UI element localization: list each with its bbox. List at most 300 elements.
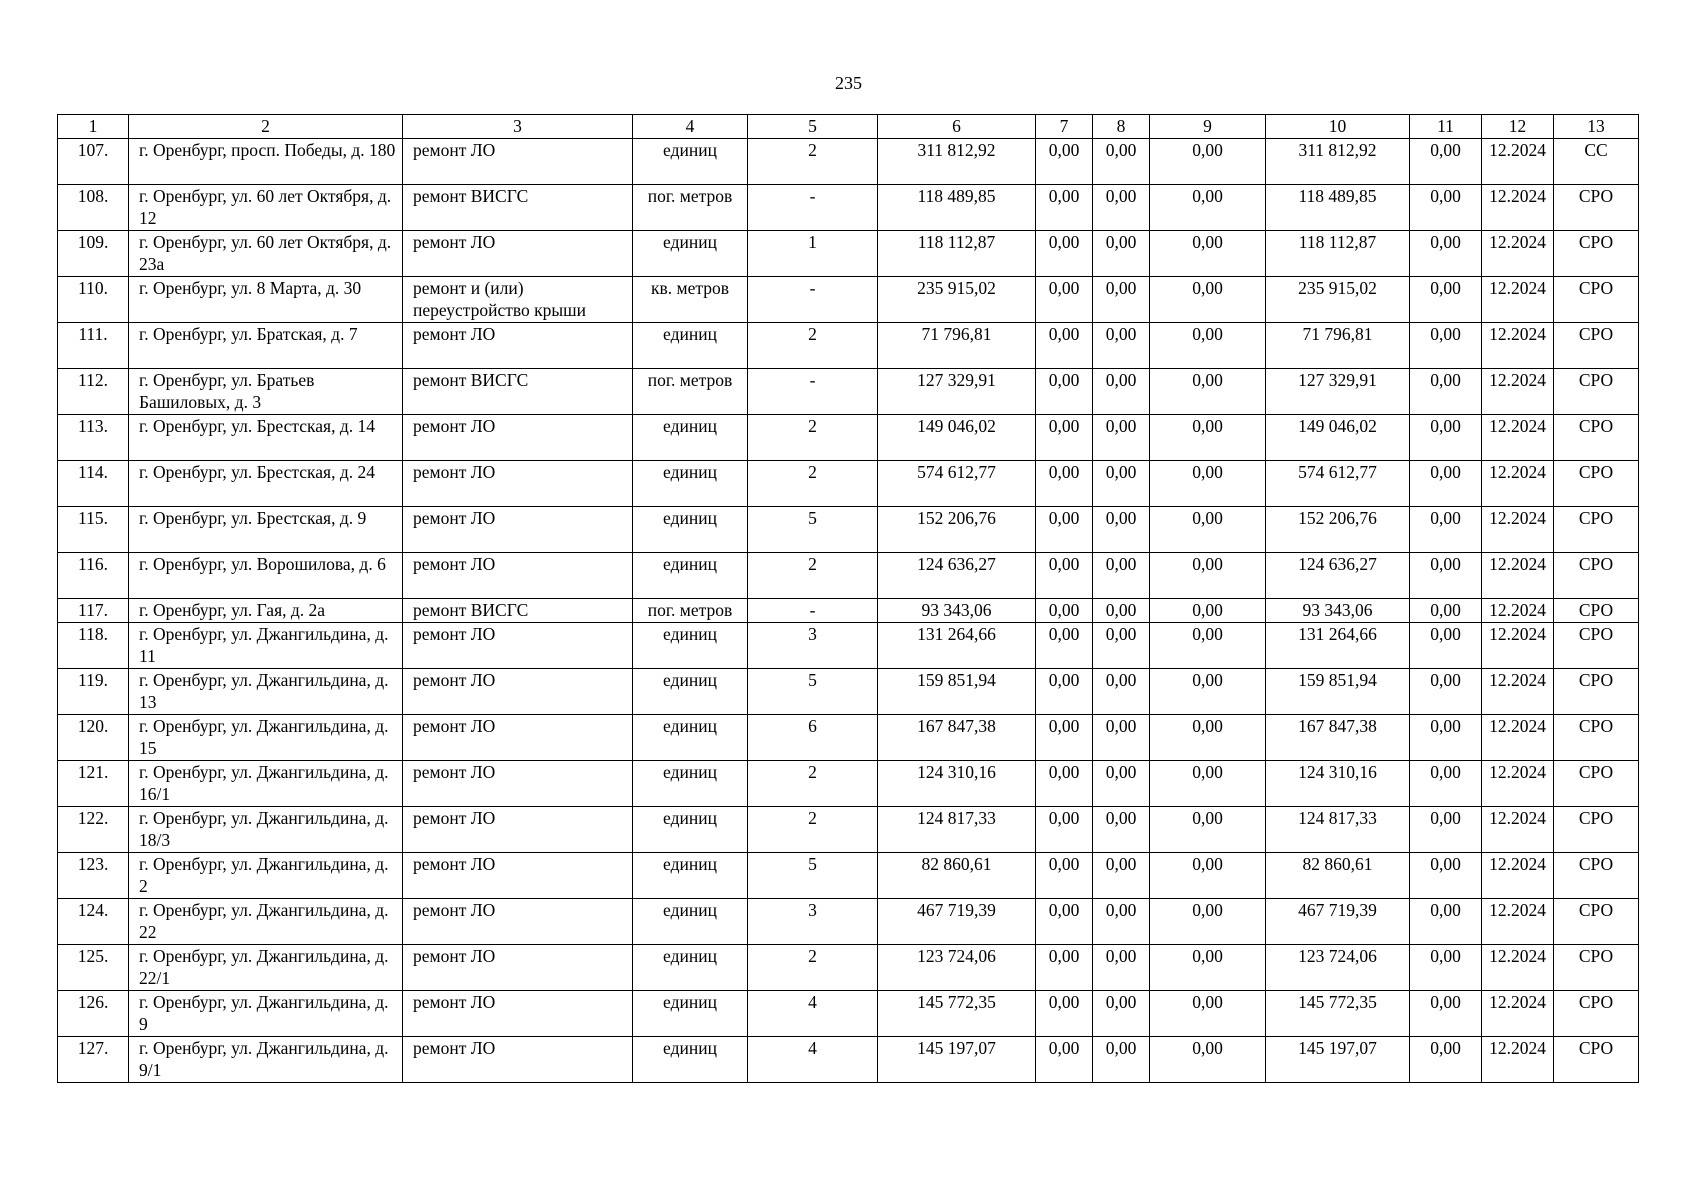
fund-cell: 0,00 [1036,669,1093,715]
fund-cell: 0,00 [1410,761,1482,807]
method-cell: СРО [1554,277,1639,323]
fund-cell: 0,00 [1410,185,1482,231]
unit-cell: единиц [633,807,748,853]
deadline-cell: 12.2024 [1482,461,1554,507]
fund-cell: 0,00 [1093,507,1150,553]
quantity-cell: 1 [748,231,878,277]
method-cell: СРО [1554,807,1639,853]
deadline-cell: 12.2024 [1482,507,1554,553]
unit-cell: единиц [633,507,748,553]
total-cost-cell: 574 612,77 [878,461,1036,507]
address-cell: г. Оренбург, ул. Джангильдина, д. 22 [129,899,403,945]
method-cell: СРО [1554,507,1639,553]
table-row [58,715,1639,761]
quantity-cell: 2 [748,807,878,853]
method-cell: СРО [1554,599,1639,623]
owner-funds-cell: 235 915,02 [1266,277,1410,323]
fund-cell: 0,00 [1036,853,1093,899]
fund-cell: 0,00 [1036,231,1093,277]
total-cost-cell: 159 851,94 [878,669,1036,715]
work-type-cell: ремонт ЛО [403,231,633,277]
fund-cell: 0,00 [1036,1037,1093,1083]
unit-cell: единиц [633,899,748,945]
quantity-cell: 5 [748,853,878,899]
table-body [58,115,1639,1083]
total-cost-cell: 145 197,07 [878,1037,1036,1083]
unit-cell: единиц [633,991,748,1037]
address-cell: г. Оренбург, ул. Джангильдина, д. 9/1 [129,1037,403,1083]
fund-cell: 0,00 [1093,139,1150,185]
quantity-cell: 6 [748,715,878,761]
fund-cell: 0,00 [1093,669,1150,715]
fund-cell: 0,00 [1093,853,1150,899]
total-cost-cell: 118 112,87 [878,231,1036,277]
owner-funds-cell: 82 860,61 [1266,853,1410,899]
owner-funds-cell: 152 206,76 [1266,507,1410,553]
unit-cell: единиц [633,231,748,277]
fund-cell: 0,00 [1093,899,1150,945]
address-cell: г. Оренбург, ул. Брестская, д. 14 [129,415,403,461]
fund-cell: 0,00 [1036,369,1093,415]
fund-cell: 0,00 [1410,139,1482,185]
deadline-cell: 12.2024 [1482,231,1554,277]
fund-cell: 0,00 [1036,945,1093,991]
work-type-cell: ремонт ЛО [403,553,633,599]
work-type-cell: ремонт ЛО [403,853,633,899]
address-cell: г. Оренбург, ул. 60 лет Октября, д. 23а [129,231,403,277]
deadline-cell: 12.2024 [1482,185,1554,231]
total-cost-cell: 93 343,06 [878,599,1036,623]
total-cost-cell: 82 860,61 [878,853,1036,899]
total-cost-cell: 131 264,66 [878,623,1036,669]
unit-cell: единиц [633,553,748,599]
fund-cell: 0,00 [1410,507,1482,553]
fund-cell: 0,00 [1093,945,1150,991]
unit-cell: пог. метров [633,185,748,231]
fund-cell: 0,00 [1150,899,1266,945]
work-type-cell: ремонт ЛО [403,715,633,761]
fund-cell: 0,00 [1150,507,1266,553]
fund-cell: 0,00 [1410,323,1482,369]
address-cell: г. Оренбург, ул. Джангильдина, д. 16/1 [129,761,403,807]
fund-cell: 0,00 [1410,807,1482,853]
fund-cell: 0,00 [1036,139,1093,185]
fund-cell: 0,00 [1150,599,1266,623]
deadline-cell: 12.2024 [1482,991,1554,1037]
fund-cell: 0,00 [1093,185,1150,231]
row-number-cell: 124. [58,899,129,945]
fund-cell: 0,00 [1150,715,1266,761]
deadline-cell: 12.2024 [1482,323,1554,369]
row-number-cell: 126. [58,991,129,1037]
fund-cell: 0,00 [1410,623,1482,669]
table-row [58,1037,1639,1083]
row-number-cell: 111. [58,323,129,369]
unit-cell: единиц [633,945,748,991]
quantity-cell: 5 [748,507,878,553]
owner-funds-cell: 124 636,27 [1266,553,1410,599]
address-cell: г. Оренбург, ул. Ворошилова, д. 6 [129,553,403,599]
table-row [58,807,1639,853]
fund-cell: 0,00 [1036,761,1093,807]
work-type-cell: ремонт ВИСГС [403,599,633,623]
fund-cell: 0,00 [1150,991,1266,1037]
fund-cell: 0,00 [1093,369,1150,415]
method-cell: СРО [1554,415,1639,461]
deadline-cell: 12.2024 [1482,761,1554,807]
unit-cell: единиц [633,623,748,669]
row-number-cell: 108. [58,185,129,231]
deadline-cell: 12.2024 [1482,599,1554,623]
fund-cell: 0,00 [1150,369,1266,415]
method-cell: СРО [1554,991,1639,1037]
header-cell: 9 [1150,115,1266,139]
fund-cell: 0,00 [1036,461,1093,507]
table-row [58,461,1639,507]
owner-funds-cell: 167 847,38 [1266,715,1410,761]
header-row [58,115,1639,139]
fund-cell: 0,00 [1150,623,1266,669]
fund-cell: 0,00 [1036,991,1093,1037]
work-type-cell: ремонт ЛО [403,807,633,853]
total-cost-cell: 311 812,92 [878,139,1036,185]
deadline-cell: 12.2024 [1482,139,1554,185]
table-row [58,945,1639,991]
total-cost-cell: 167 847,38 [878,715,1036,761]
row-number-cell: 109. [58,231,129,277]
address-cell: г. Оренбург, ул. 60 лет Октября, д. 12 [129,185,403,231]
fund-cell: 0,00 [1093,991,1150,1037]
deadline-cell: 12.2024 [1482,807,1554,853]
owner-funds-cell: 467 719,39 [1266,899,1410,945]
fund-cell: 0,00 [1150,853,1266,899]
row-number-cell: 120. [58,715,129,761]
fund-cell: 0,00 [1036,415,1093,461]
total-cost-cell: 118 489,85 [878,185,1036,231]
fund-cell: 0,00 [1150,807,1266,853]
quantity-cell: 2 [748,415,878,461]
method-cell: СРО [1554,323,1639,369]
fund-cell: 0,00 [1150,461,1266,507]
fund-cell: 0,00 [1093,623,1150,669]
row-number-cell: 116. [58,553,129,599]
unit-cell: единиц [633,139,748,185]
header-cell: 6 [878,115,1036,139]
total-cost-cell: 127 329,91 [878,369,1036,415]
fund-cell: 0,00 [1150,761,1266,807]
owner-funds-cell: 149 046,02 [1266,415,1410,461]
address-cell: г. Оренбург, ул. Джангильдина, д. 15 [129,715,403,761]
unit-cell: единиц [633,415,748,461]
total-cost-cell: 123 724,06 [878,945,1036,991]
table-row [58,369,1639,415]
method-cell: СРО [1554,623,1639,669]
fund-cell: 0,00 [1150,231,1266,277]
quantity-cell: 3 [748,899,878,945]
owner-funds-cell: 124 817,33 [1266,807,1410,853]
unit-cell: единиц [633,1037,748,1083]
quantity-cell: 2 [748,761,878,807]
fund-cell: 0,00 [1410,599,1482,623]
row-number-cell: 117. [58,599,129,623]
header-cell: 5 [748,115,878,139]
fund-cell: 0,00 [1410,715,1482,761]
work-type-cell: ремонт ЛО [403,323,633,369]
fund-cell: 0,00 [1150,185,1266,231]
address-cell: г. Оренбург, ул. Братьев Башиловых, д. 3 [129,369,403,415]
quantity-cell: 5 [748,669,878,715]
work-type-cell: ремонт ЛО [403,415,633,461]
fund-cell: 0,00 [1093,323,1150,369]
deadline-cell: 12.2024 [1482,899,1554,945]
owner-funds-cell: 127 329,91 [1266,369,1410,415]
quantity-cell: - [748,277,878,323]
total-cost-cell: 152 206,76 [878,507,1036,553]
unit-cell: пог. метров [633,369,748,415]
address-cell: г. Оренбург, ул. Брестская, д. 9 [129,507,403,553]
fund-cell: 0,00 [1150,553,1266,599]
table-row [58,139,1639,185]
unit-cell: единиц [633,323,748,369]
fund-cell: 0,00 [1036,807,1093,853]
deadline-cell: 12.2024 [1482,715,1554,761]
owner-funds-cell: 71 796,81 [1266,323,1410,369]
address-cell: г. Оренбург, ул. Братская, д. 7 [129,323,403,369]
header-cell: 4 [633,115,748,139]
deadline-cell: 12.2024 [1482,669,1554,715]
table-row [58,669,1639,715]
method-cell: СРО [1554,1037,1639,1083]
table-row [58,899,1639,945]
address-cell: г. Оренбург, ул. 8 Марта, д. 30 [129,277,403,323]
fund-cell: 0,00 [1410,369,1482,415]
deadline-cell: 12.2024 [1482,945,1554,991]
fund-cell: 0,00 [1150,415,1266,461]
address-cell: г. Оренбург, ул. Джангильдина, д. 9 [129,991,403,1037]
address-cell: г. Оренбург, ул. Джангильдина, д. 22/1 [129,945,403,991]
fund-cell: 0,00 [1410,945,1482,991]
deadline-cell: 12.2024 [1482,623,1554,669]
table-row [58,853,1639,899]
owner-funds-cell: 131 264,66 [1266,623,1410,669]
work-type-cell: ремонт ЛО [403,945,633,991]
fund-cell: 0,00 [1150,1037,1266,1083]
fund-cell: 0,00 [1093,761,1150,807]
table-row [58,185,1639,231]
fund-cell: 0,00 [1036,277,1093,323]
total-cost-cell: 124 310,16 [878,761,1036,807]
fund-cell: 0,00 [1093,461,1150,507]
address-cell: г. Оренбург, ул. Джангильдина, д. 18/3 [129,807,403,853]
address-cell: г. Оренбург, ул. Джангильдина, д. 13 [129,669,403,715]
fund-cell: 0,00 [1093,231,1150,277]
quantity-cell: - [748,599,878,623]
fund-cell: 0,00 [1093,807,1150,853]
fund-cell: 0,00 [1150,323,1266,369]
header-cell: 7 [1036,115,1093,139]
quantity-cell: 2 [748,139,878,185]
row-number-cell: 107. [58,139,129,185]
method-cell: СРО [1554,761,1639,807]
fund-cell: 0,00 [1410,899,1482,945]
method-cell: СРО [1554,369,1639,415]
repair-plan-table [57,114,1639,1083]
total-cost-cell: 71 796,81 [878,323,1036,369]
owner-funds-cell: 123 724,06 [1266,945,1410,991]
header-cell: 10 [1266,115,1410,139]
total-cost-cell: 467 719,39 [878,899,1036,945]
fund-cell: 0,00 [1410,669,1482,715]
fund-cell: 0,00 [1410,853,1482,899]
row-number-cell: 121. [58,761,129,807]
page-number: 235 [835,73,862,93]
table-row [58,507,1639,553]
row-number-cell: 122. [58,807,129,853]
row-number-cell: 127. [58,1037,129,1083]
address-cell: г. Оренбург, ул. Брестская, д. 24 [129,461,403,507]
fund-cell: 0,00 [1036,323,1093,369]
fund-cell: 0,00 [1093,1037,1150,1083]
header-cell: 3 [403,115,633,139]
quantity-cell: 4 [748,1037,878,1083]
method-cell: СРО [1554,185,1639,231]
deadline-cell: 12.2024 [1482,369,1554,415]
address-cell: г. Оренбург, ул. Джангильдина, д. 2 [129,853,403,899]
method-cell: СРО [1554,715,1639,761]
fund-cell: 0,00 [1410,461,1482,507]
address-cell: г. Оренбург, ул. Джангильдина, д. 11 [129,623,403,669]
address-cell: г. Оренбург, просп. Победы, д. 180 [129,139,403,185]
row-number-cell: 118. [58,623,129,669]
header-cell: 8 [1093,115,1150,139]
fund-cell: 0,00 [1036,185,1093,231]
unit-cell: единиц [633,715,748,761]
table-row [58,553,1639,599]
work-type-cell: ремонт ЛО [403,991,633,1037]
work-type-cell: ремонт ЛО [403,761,633,807]
fund-cell: 0,00 [1036,715,1093,761]
method-cell: СРО [1554,945,1639,991]
fund-cell: 0,00 [1410,231,1482,277]
unit-cell: единиц [633,669,748,715]
unit-cell: кв. метров [633,277,748,323]
owner-funds-cell: 159 851,94 [1266,669,1410,715]
deadline-cell: 12.2024 [1482,853,1554,899]
table-row [58,323,1639,369]
quantity-cell: 3 [748,623,878,669]
fund-cell: 0,00 [1410,277,1482,323]
fund-cell: 0,00 [1410,991,1482,1037]
fund-cell: 0,00 [1410,1037,1482,1083]
owner-funds-cell: 311 812,92 [1266,139,1410,185]
unit-cell: единиц [633,853,748,899]
work-type-cell: ремонт ЛО [403,139,633,185]
quantity-cell: 4 [748,991,878,1037]
row-number-cell: 112. [58,369,129,415]
deadline-cell: 12.2024 [1482,277,1554,323]
table-row [58,991,1639,1037]
fund-cell: 0,00 [1410,553,1482,599]
header-cell: 2 [129,115,403,139]
row-number-cell: 114. [58,461,129,507]
row-number-cell: 110. [58,277,129,323]
header-cell: 13 [1554,115,1639,139]
owner-funds-cell: 124 310,16 [1266,761,1410,807]
fund-cell: 0,00 [1150,945,1266,991]
total-cost-cell: 124 636,27 [878,553,1036,599]
unit-cell: пог. метров [633,599,748,623]
table-row [58,599,1639,623]
work-type-cell: ремонт ЛО [403,899,633,945]
work-type-cell: ремонт ВИСГС [403,369,633,415]
fund-cell: 0,00 [1150,139,1266,185]
fund-cell: 0,00 [1093,715,1150,761]
work-type-cell: ремонт ЛО [403,669,633,715]
work-type-cell: ремонт ЛО [403,507,633,553]
total-cost-cell: 124 817,33 [878,807,1036,853]
row-number-cell: 115. [58,507,129,553]
work-type-cell: ремонт ЛО [403,461,633,507]
quantity-cell: - [748,185,878,231]
method-cell: СРО [1554,669,1639,715]
header-cell: 1 [58,115,129,139]
row-number-cell: 119. [58,669,129,715]
owner-funds-cell: 574 612,77 [1266,461,1410,507]
fund-cell: 0,00 [1150,669,1266,715]
method-cell: СРО [1554,853,1639,899]
table-row [58,231,1639,277]
fund-cell: 0,00 [1036,623,1093,669]
method-cell: СРО [1554,461,1639,507]
quantity-cell: - [748,369,878,415]
total-cost-cell: 149 046,02 [878,415,1036,461]
fund-cell: 0,00 [1036,899,1093,945]
owner-funds-cell: 93 343,06 [1266,599,1410,623]
work-type-cell: ремонт ЛО [403,623,633,669]
unit-cell: единиц [633,461,748,507]
method-cell: СРО [1554,553,1639,599]
row-number-cell: 113. [58,415,129,461]
header-cell: 12 [1482,115,1554,139]
work-type-cell: ремонт ЛО [403,1037,633,1083]
owner-funds-cell: 145 197,07 [1266,1037,1410,1083]
quantity-cell: 2 [748,323,878,369]
fund-cell: 0,00 [1093,599,1150,623]
table-row [58,277,1639,323]
fund-cell: 0,00 [1036,599,1093,623]
fund-cell: 0,00 [1410,415,1482,461]
deadline-cell: 12.2024 [1482,553,1554,599]
fund-cell: 0,00 [1093,553,1150,599]
quantity-cell: 2 [748,553,878,599]
header-cell: 11 [1410,115,1482,139]
method-cell: СРО [1554,899,1639,945]
owner-funds-cell: 118 489,85 [1266,185,1410,231]
address-cell: г. Оренбург, ул. Гая, д. 2а [129,599,403,623]
quantity-cell: 2 [748,945,878,991]
fund-cell: 0,00 [1093,277,1150,323]
fund-cell: 0,00 [1150,277,1266,323]
work-type-cell: ремонт и (или) переустройство крыши [403,277,633,323]
fund-cell: 0,00 [1036,553,1093,599]
row-number-cell: 123. [58,853,129,899]
fund-cell: 0,00 [1093,415,1150,461]
total-cost-cell: 235 915,02 [878,277,1036,323]
owner-funds-cell: 145 772,35 [1266,991,1410,1037]
fund-cell: 0,00 [1036,507,1093,553]
table-row [58,623,1639,669]
method-cell: СС [1554,139,1639,185]
